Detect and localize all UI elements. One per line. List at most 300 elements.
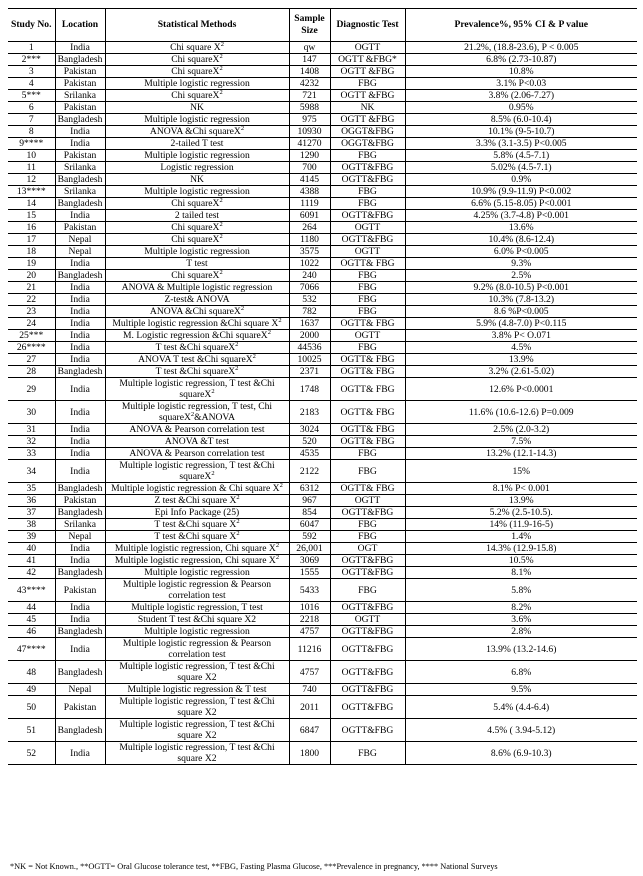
cell-sample-size: 4232 <box>289 78 330 90</box>
cell-location: Bangladesh <box>55 366 105 378</box>
method-text: Multiple logistic regression, Chi square X <box>114 543 276 554</box>
header-location: Location <box>55 9 105 42</box>
cell-diagnostic-test: FBG <box>330 306 405 318</box>
cell-diagnostic-test: OGTT <box>330 330 405 342</box>
cell-sample-size: 1290 <box>289 150 330 162</box>
cell-prevalence: 3.8% P< O.071 <box>405 330 637 342</box>
cell-statistical-method <box>105 436 289 448</box>
table-row <box>8 519 637 531</box>
cell-location: Srilanka <box>55 90 105 102</box>
method-text: Multiple logistic regression <box>144 567 250 578</box>
cell-statistical-method <box>105 661 289 684</box>
cell-prevalence: 8.1% <box>405 567 637 579</box>
superscript: 2 <box>279 482 283 489</box>
cell-location: India <box>55 342 105 354</box>
cell-diagnostic-test: FBG <box>330 460 405 483</box>
cell-study-no: 27 <box>8 354 55 366</box>
method-text: M. Logistic regression &Chi squareX <box>123 330 268 341</box>
cell-sample-size: 1748 <box>289 378 330 401</box>
cell-statistical-method <box>105 126 289 138</box>
cell-sample-size: 7066 <box>289 282 330 294</box>
cell-location: Srilanka <box>55 186 105 198</box>
cell-statistical-method <box>105 354 289 366</box>
cell-diagnostic-test: FBG <box>330 519 405 531</box>
cell-prevalence: 12.6% P<0.0001 <box>405 378 637 401</box>
table-row <box>8 330 637 342</box>
superscript: 2 <box>219 65 223 72</box>
cell-sample-size: 26,001 <box>289 543 330 555</box>
table-row <box>8 602 637 614</box>
cell-sample-size: 592 <box>289 531 330 543</box>
cell-study-no: 42 <box>8 567 55 579</box>
cell-location: Bangladesh <box>55 270 105 282</box>
cell-location: India <box>55 460 105 483</box>
cell-study-no: 51 <box>8 719 55 742</box>
cell-study-no: 34 <box>8 460 55 483</box>
cell-statistical-method <box>105 90 289 102</box>
cell-diagnostic-test: OGTT& FBG <box>330 354 405 366</box>
cell-prevalence: 8.5% (6.0-10.4) <box>405 114 637 126</box>
cell-study-no: 12 <box>8 174 55 186</box>
cell-location: India <box>55 318 105 330</box>
cell-sample-size: 520 <box>289 436 330 448</box>
cell-diagnostic-test: OGTT& FBG <box>330 258 405 270</box>
cell-diagnostic-test: FBG <box>330 579 405 602</box>
cell-study-no: 43**** <box>8 579 55 602</box>
cell-study-no: 7 <box>8 114 55 126</box>
cell-sample-size: 532 <box>289 294 330 306</box>
cell-prevalence: 13.9% (13.2-14.6) <box>405 638 637 661</box>
cell-study-no: 24 <box>8 318 55 330</box>
cell-sample-size: 5988 <box>289 102 330 114</box>
table-row <box>8 246 637 258</box>
cell-prevalence: 5.8% (4.5-7.1) <box>405 150 637 162</box>
cell-diagnostic-test: OGTT&FBG <box>330 555 405 567</box>
table-row <box>8 696 637 719</box>
cell-location: India <box>55 354 105 366</box>
cell-statistical-method <box>105 42 289 54</box>
cell-location: Srilanka <box>55 162 105 174</box>
cell-study-no: 1 <box>8 42 55 54</box>
method-text: 2 tailed test <box>174 210 220 221</box>
table-row <box>8 198 637 210</box>
superscript: 2 <box>211 388 215 395</box>
cell-study-no: 17 <box>8 234 55 246</box>
cell-prevalence: 13.9% <box>405 354 637 366</box>
cell-sample-size: 1180 <box>289 234 330 246</box>
method-text: ANOVA & Pearson correlation test <box>129 424 265 435</box>
table-row <box>8 626 637 638</box>
cell-prevalence: 14.3% (12.9-15.8) <box>405 543 637 555</box>
method-text: Multiple logistic regression <box>144 246 250 257</box>
cell-study-no: 41 <box>8 555 55 567</box>
cell-prevalence: 8.6 %P<0.005 <box>405 306 637 318</box>
cell-sample-size: 967 <box>289 495 330 507</box>
method-text: ANOVA & Pearson correlation test <box>129 448 265 459</box>
cell-sample-size: qw <box>289 42 330 54</box>
method-text: Multiple logistic regression &Chi square X <box>112 318 279 329</box>
cell-study-no: 20 <box>8 270 55 282</box>
table-row <box>8 318 637 330</box>
cell-study-no: 47**** <box>8 638 55 661</box>
cell-diagnostic-test: OGTT &FBG <box>330 90 405 102</box>
cell-study-no: 15 <box>8 210 55 222</box>
cell-study-no: 39 <box>8 531 55 543</box>
cell-location: India <box>55 138 105 150</box>
prevalence-table <box>8 8 637 765</box>
method-text: Multiple logistic regression <box>144 186 250 197</box>
cell-diagnostic-test: FBG <box>330 531 405 543</box>
cell-prevalence: 5.2% (2.5-10.5). <box>405 507 637 519</box>
table-row <box>8 460 637 483</box>
cell-location: Bangladesh <box>55 54 105 66</box>
cell-diagnostic-test: FBG <box>330 198 405 210</box>
cell-statistical-method <box>105 626 289 638</box>
cell-prevalence: 4.5% ( 3.94-5.12) <box>405 719 637 742</box>
cell-sample-size: 6312 <box>289 483 330 495</box>
cell-prevalence: 3.2% (2.61-5.02) <box>405 366 637 378</box>
method-text: ANOVA &Chi squareX <box>149 126 241 137</box>
table-row <box>8 342 637 354</box>
cell-sample-size: 1022 <box>289 258 330 270</box>
cell-study-no: 48 <box>8 661 55 684</box>
cell-study-no: 19 <box>8 258 55 270</box>
cell-statistical-method <box>105 638 289 661</box>
superscript: 2 <box>219 53 223 60</box>
cell-prevalence: 5.4% (4.4-6.4) <box>405 696 637 719</box>
cell-statistical-method <box>105 684 289 696</box>
method-text: ANOVA & Multiple logistic regression <box>121 282 273 293</box>
cell-statistical-method <box>105 742 289 765</box>
cell-diagnostic-test: OGTT& FBG <box>330 436 405 448</box>
cell-study-no: 10 <box>8 150 55 162</box>
table-row <box>8 543 637 555</box>
cell-location: Pakistan <box>55 222 105 234</box>
cell-location: India <box>55 424 105 436</box>
header-diagnostic-test: Diagnostic Test <box>330 9 405 42</box>
cell-statistical-method <box>105 424 289 436</box>
table-row <box>8 366 637 378</box>
cell-prevalence: 8.1% P< 0.001 <box>405 483 637 495</box>
cell-location: Bangladesh <box>55 114 105 126</box>
table-row <box>8 150 637 162</box>
cell-sample-size: 740 <box>289 684 330 696</box>
cell-location: India <box>55 330 105 342</box>
superscript: 2 <box>219 221 223 228</box>
table-row <box>8 210 637 222</box>
cell-study-no: 46 <box>8 626 55 638</box>
cell-diagnostic-test: FBG <box>330 270 405 282</box>
table-row <box>8 614 637 626</box>
table-row <box>8 282 637 294</box>
cell-prevalence: 1.4% <box>405 531 637 543</box>
cell-location: Pakistan <box>55 66 105 78</box>
table-row <box>8 42 637 54</box>
cell-sample-size: 1016 <box>289 602 330 614</box>
header-statistical-methods: Statistical Methods <box>105 9 289 42</box>
cell-statistical-method <box>105 78 289 90</box>
cell-prevalence: 6.8% <box>405 661 637 684</box>
cell-prevalence: 2.5% <box>405 270 637 282</box>
cell-diagnostic-test: OGTT&FBG <box>330 210 405 222</box>
cell-statistical-method <box>105 138 289 150</box>
cell-sample-size: 782 <box>289 306 330 318</box>
cell-sample-size: 4757 <box>289 626 330 638</box>
table-row <box>8 684 637 696</box>
superscript: 2 <box>235 341 239 348</box>
table-row <box>8 579 637 602</box>
cell-statistical-method <box>105 567 289 579</box>
cell-prevalence: 14% (11.9-16-5) <box>405 519 637 531</box>
cell-sample-size: 240 <box>289 270 330 282</box>
cell-statistical-method <box>105 602 289 614</box>
cell-location: Pakistan <box>55 102 105 114</box>
table-row <box>8 294 637 306</box>
cell-prevalence: 7.5% <box>405 436 637 448</box>
cell-prevalence: 9.2% (8.0-10.5) P<0.001 <box>405 282 637 294</box>
cell-prevalence: 3.8% (2.06-7.27) <box>405 90 637 102</box>
cell-diagnostic-test: FBG <box>330 342 405 354</box>
method-text: Chi squareX <box>171 90 220 101</box>
cell-location: Bangladesh <box>55 507 105 519</box>
superscript: 2 <box>252 353 256 360</box>
cell-prevalence: 3.1% P<0.03 <box>405 78 637 90</box>
cell-location: Pakistan <box>55 495 105 507</box>
cell-statistical-method <box>105 102 289 114</box>
cell-diagnostic-test: FBG <box>330 78 405 90</box>
method-text: Multiple logistic regression <box>144 114 250 125</box>
cell-location: Bangladesh <box>55 626 105 638</box>
method-text: T test &Chi squareX <box>155 342 236 353</box>
cell-study-no: 35 <box>8 483 55 495</box>
cell-statistical-method <box>105 378 289 401</box>
table-row <box>8 448 637 460</box>
method-text: Multiple logistic regression, T test &Chi square X2 <box>119 696 275 718</box>
cell-diagnostic-test: OGTT <box>330 614 405 626</box>
method-text: Multiple logistic regression, T test &Chi squareX <box>119 378 275 400</box>
cell-prevalence: 4.25% (3.7-4.8) P<0.001 <box>405 210 637 222</box>
superscript: 2 <box>236 530 240 537</box>
cell-sample-size: 854 <box>289 507 330 519</box>
method-text-suffix: &ANOVA <box>194 412 236 423</box>
method-text: Multiple logistic regression & T test <box>127 684 267 695</box>
cell-study-no: 13**** <box>8 186 55 198</box>
cell-location: India <box>55 42 105 54</box>
cell-location: India <box>55 126 105 138</box>
table-row <box>8 378 637 401</box>
table-row <box>8 186 637 198</box>
superscript: 2 <box>211 470 215 477</box>
table-row <box>8 114 637 126</box>
cell-prevalence: 0.9% <box>405 174 637 186</box>
cell-prevalence: 5.9% (4.8-7.0) P<0.115 <box>405 318 637 330</box>
cell-diagnostic-test: OGTT& FBG <box>330 483 405 495</box>
cell-sample-size: 147 <box>289 54 330 66</box>
cell-prevalence: 10.1% (9-5-10.7) <box>405 126 637 138</box>
method-text: Epi Info Package (25) <box>154 507 240 518</box>
cell-diagnostic-test: FBG <box>330 448 405 460</box>
method-text: Chi squareX <box>171 222 220 233</box>
cell-diagnostic-test: OGTT <box>330 495 405 507</box>
table-row <box>8 638 637 661</box>
cell-diagnostic-test: OGTT &FBG* <box>330 54 405 66</box>
method-text: 2-tailed T test <box>170 138 224 149</box>
cell-prevalence: 15% <box>405 460 637 483</box>
cell-study-no: 49 <box>8 684 55 696</box>
cell-prevalence: 9.5% <box>405 684 637 696</box>
cell-sample-size: 44536 <box>289 342 330 354</box>
cell-location: Bangladesh <box>55 567 105 579</box>
method-text: Multiple logistic regression <box>144 626 250 637</box>
method-text: NK <box>190 174 204 185</box>
cell-prevalence: 10.3% (7.8-13.2) <box>405 294 637 306</box>
cell-study-no: 52 <box>8 742 55 765</box>
method-text: Multiple logistic regression, T test &Chi squareX <box>119 460 275 482</box>
superscript: 2 <box>219 89 223 96</box>
superscript: 2 <box>275 542 280 549</box>
superscript: 2 <box>220 41 224 48</box>
cell-study-no: 22 <box>8 294 55 306</box>
cell-location: Nepal <box>55 246 105 258</box>
cell-diagnostic-test: OGTT&FBG <box>330 719 405 742</box>
cell-study-no: 11 <box>8 162 55 174</box>
cell-sample-size: 3024 <box>289 424 330 436</box>
cell-prevalence: 10.8% <box>405 66 637 78</box>
cell-diagnostic-test: OGTT <box>330 222 405 234</box>
cell-study-no: 18 <box>8 246 55 258</box>
table-row <box>8 54 637 66</box>
cell-statistical-method <box>105 483 289 495</box>
cell-diagnostic-test: OGTT &FBG <box>330 66 405 78</box>
cell-study-no: 40 <box>8 543 55 555</box>
cell-diagnostic-test: FBG <box>330 282 405 294</box>
cell-statistical-method <box>105 579 289 602</box>
cell-diagnostic-test: OGTT&FBG <box>330 507 405 519</box>
cell-study-no: 33 <box>8 448 55 460</box>
cell-statistical-method <box>105 246 289 258</box>
cell-prevalence: 11.6% (10.6-12.6) P=0.009 <box>405 401 637 424</box>
method-text: Multiple logistic regression & Pearson correlation test <box>122 579 272 601</box>
cell-sample-size: 700 <box>289 162 330 174</box>
superscript: 2 <box>240 305 245 312</box>
table-row <box>8 90 637 102</box>
cell-sample-size: 6847 <box>289 719 330 742</box>
cell-sample-size: 721 <box>289 90 330 102</box>
cell-diagnostic-test: OGTT <box>330 42 405 54</box>
cell-study-no: 50 <box>8 696 55 719</box>
cell-sample-size: 2000 <box>289 330 330 342</box>
cell-diagnostic-test: OGTT& FBG <box>330 378 405 401</box>
cell-location: Nepal <box>55 684 105 696</box>
cell-sample-size: 1119 <box>289 198 330 210</box>
cell-statistical-method <box>105 114 289 126</box>
cell-location: India <box>55 602 105 614</box>
superscript: 2 <box>219 233 223 240</box>
cell-sample-size: 1408 <box>289 66 330 78</box>
superscript: 2 <box>235 365 239 372</box>
cell-diagnostic-test: OGTT& FBG <box>330 366 405 378</box>
cell-location: India <box>55 436 105 448</box>
table-row <box>8 234 637 246</box>
cell-location: India <box>55 258 105 270</box>
table-row <box>8 436 637 448</box>
method-text: Multiple logistic regression, T test &Chi square X2 <box>119 742 275 764</box>
cell-sample-size: 2371 <box>289 366 330 378</box>
table-row <box>8 126 637 138</box>
cell-sample-size: 2183 <box>289 401 330 424</box>
method-text: Z-test& ANOVA <box>164 294 230 305</box>
superscript: 2 <box>236 518 240 525</box>
cell-diagnostic-test: OGTT&FBG <box>330 696 405 719</box>
superscript: 2 <box>278 317 282 324</box>
table-row <box>8 306 637 318</box>
cell-prevalence: 10.5% <box>405 555 637 567</box>
cell-study-no: 6 <box>8 102 55 114</box>
method-text: ANOVA T test &Chi squareX <box>138 354 253 365</box>
cell-location: Pakistan <box>55 579 105 602</box>
cell-sample-size: 1637 <box>289 318 330 330</box>
cell-prevalence: 10.9% (9.9-11.9) P<0.002 <box>405 186 637 198</box>
cell-study-no: 3 <box>8 66 55 78</box>
superscript: 2 <box>219 197 223 204</box>
cell-sample-size: 2218 <box>289 614 330 626</box>
cell-location: India <box>55 306 105 318</box>
superscript: 2 <box>267 329 271 336</box>
cell-study-no: 45 <box>8 614 55 626</box>
cell-statistical-method <box>105 234 289 246</box>
superscript: 2 <box>240 125 245 132</box>
table-row <box>8 78 637 90</box>
method-text: Multiple logistic regression & Pearson correlation test <box>122 638 272 660</box>
cell-diagnostic-test: OGTT&FBG <box>330 174 405 186</box>
cell-study-no: 14 <box>8 198 55 210</box>
cell-prevalence: 13.9% <box>405 495 637 507</box>
cell-sample-size: 264 <box>289 222 330 234</box>
cell-statistical-method <box>105 162 289 174</box>
cell-statistical-method <box>105 495 289 507</box>
cell-sample-size: 10025 <box>289 354 330 366</box>
cell-location: Srilanka <box>55 519 105 531</box>
cell-location: Bangladesh <box>55 483 105 495</box>
cell-prevalence: 6.0% P<0.005 <box>405 246 637 258</box>
header-study-no: Study No. <box>8 9 55 42</box>
cell-location: India <box>55 555 105 567</box>
cell-prevalence: 6.6% (5.15-8.05) P<0.001 <box>405 198 637 210</box>
cell-location: Nepal <box>55 234 105 246</box>
cell-prevalence: 0.95% <box>405 102 637 114</box>
cell-diagnostic-test: OGTT <box>330 246 405 258</box>
cell-statistical-method <box>105 531 289 543</box>
table-row <box>8 401 637 424</box>
cell-sample-size: 4757 <box>289 661 330 684</box>
cell-statistical-method <box>105 366 289 378</box>
cell-statistical-method <box>105 210 289 222</box>
cell-diagnostic-test: OGTT& FBG <box>330 401 405 424</box>
superscript: 2 <box>219 269 223 276</box>
cell-diagnostic-test: OGTT&FBG <box>330 684 405 696</box>
cell-diagnostic-test: OGTT&FBG <box>330 602 405 614</box>
cell-statistical-method <box>105 543 289 555</box>
method-text: Chi squareX <box>171 270 220 281</box>
cell-statistical-method <box>105 258 289 270</box>
table-row <box>8 483 637 495</box>
cell-diagnostic-test: OGGT&FBG <box>330 126 405 138</box>
cell-sample-size: 4535 <box>289 448 330 460</box>
cell-location: India <box>55 378 105 401</box>
method-text: Multiple logistic regression, T test <box>131 602 263 613</box>
table-row <box>8 222 637 234</box>
cell-location: Pakistan <box>55 78 105 90</box>
